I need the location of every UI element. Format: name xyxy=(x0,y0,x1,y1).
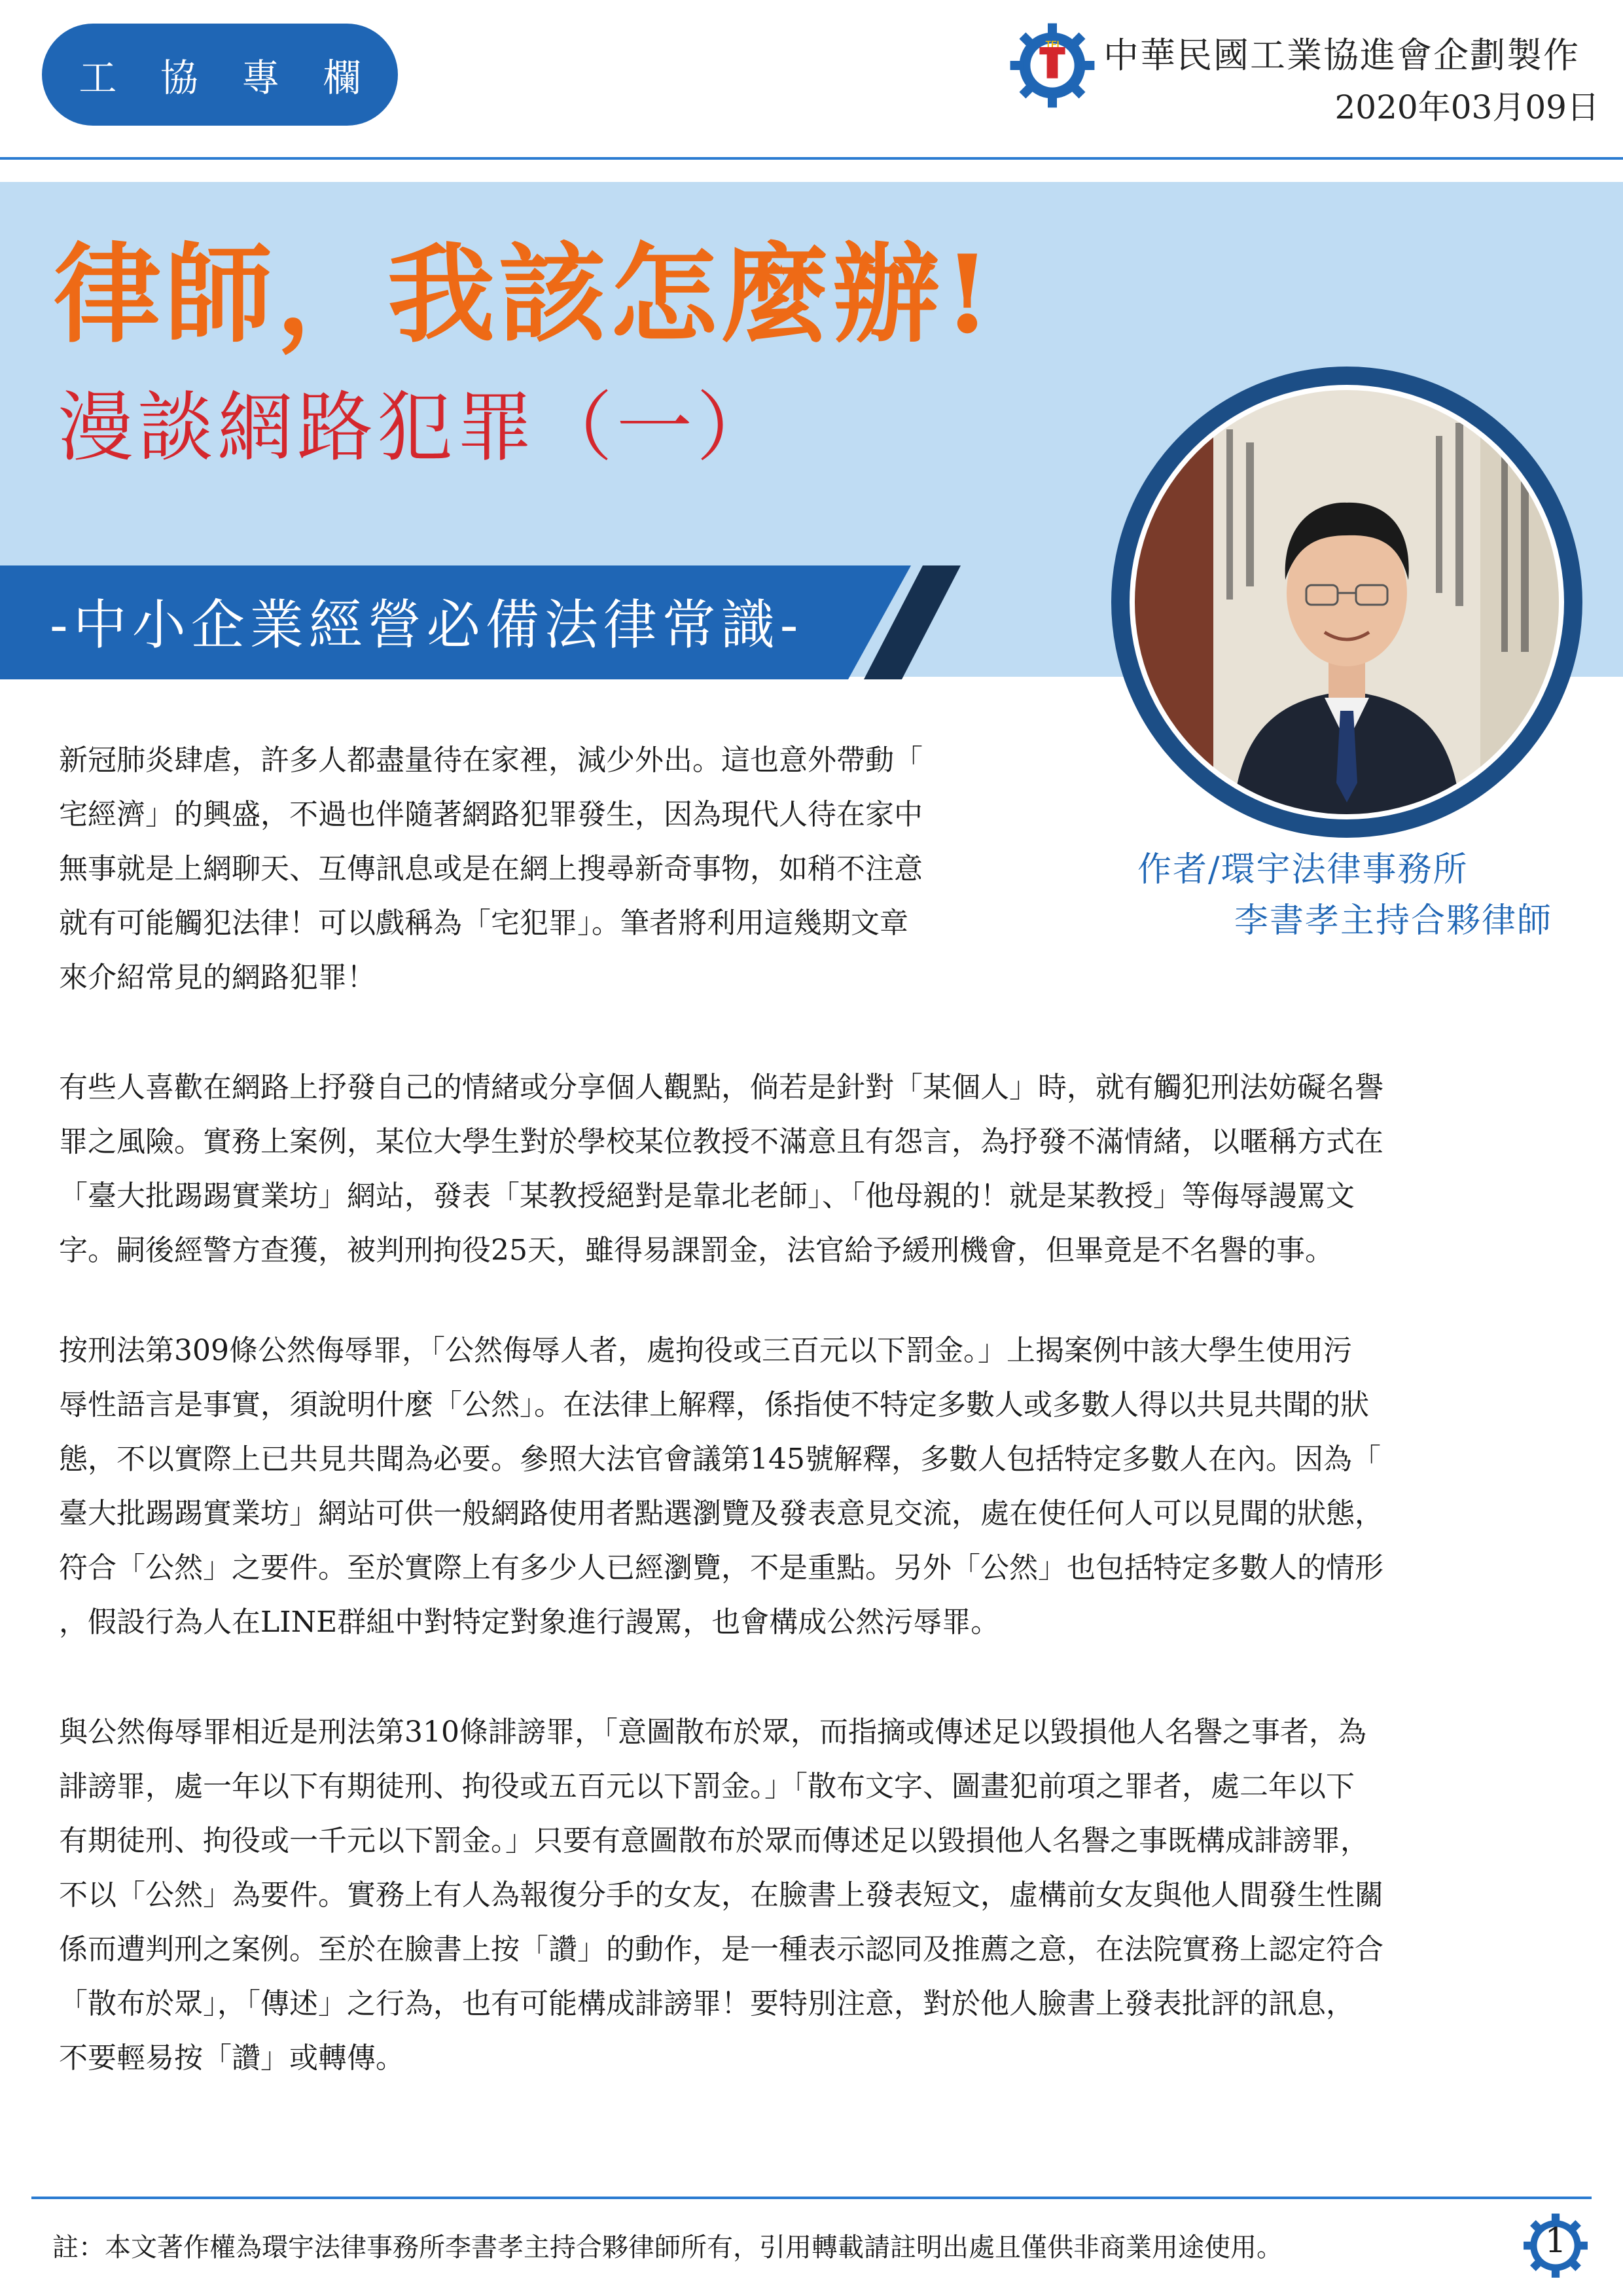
paragraph-intro xyxy=(59,733,1119,1005)
paragraph-line: 「臺大批踢踢實業坊」網站，發表「某教授絕對是靠北老師」、「他母親的！就是某教授」等侮辱謾罵文 xyxy=(59,1179,1355,1213)
org-gear-logo-icon xyxy=(1007,20,1098,111)
paragraph-line: 「散布於眾」，「傳述」之行為，也有可能構成誹謗罪！要特別注意，對於他人臉書上發表批評的訊息， xyxy=(59,1987,1355,2020)
paragraph-line: 罪之風險。實務上案例，某位大學生對於學校某位教授不滿意且有怨言，為抒發不滿情緒，以暱稱方式在 xyxy=(59,1125,1383,1158)
paragraph-line: 誹謗罪，處一年以下有期徒刑、拘役或五百元以下罰金。」「散布文字、圖畫犯前項之罪者，處二年以下 xyxy=(59,1770,1355,1803)
paragraph-line: 就有可能觸犯法律！可以戲稱為「宅犯罪」。筆者將利用這幾期文章 xyxy=(59,906,908,940)
paragraph-line: 與公然侮辱罪相近是刑法第310條誹謗罪，「意圖散布於眾，而指摘或傳述足以毀損他人名譽之事者，為 xyxy=(59,1715,1366,1749)
sub-title: 漫談網路犯罪（一） xyxy=(58,384,776,472)
page-number: 1 xyxy=(1544,2221,1567,2261)
paragraph-line: 係而遭判刑之案例。至於在臉書上按「讚」的動作，是一種表示認同及推薦之意，在法院實務上認定符合 xyxy=(59,1933,1383,1966)
paragraph-line: 不以「公然」為要件。實務上有人為報復分手的女友，在臉書上發表短文，虛構前女友與他人間發生性關 xyxy=(59,1878,1383,1912)
paragraph-line: 辱性語言是事實，須說明什麼「公然」。在法律上解釋，係指使不特定多數人或多數人得以共見共聞的狀 xyxy=(59,1388,1369,1422)
banner-text: -中小企業經營必備法律常識- xyxy=(50,594,804,656)
paragraph-line: 無事就是上網聊天、互傳訊息或是在網上搜尋新奇事物，如稍不注意 xyxy=(59,852,923,886)
paragraph-line: 按刑法第309條公然侮辱罪，「公然侮辱人者，處拘役或三百元以下罰金。」上揭案例中該大學生使用污 xyxy=(59,1334,1352,1367)
publish-date: 2020年03月09日 xyxy=(1334,88,1599,126)
paragraph-line: 符合「公然」之要件。至於實際上有多少人已經瀏覽，不是重點。另外「公然」也包括特定多數人的情形 xyxy=(59,1551,1383,1585)
header-divider xyxy=(0,157,1623,160)
column-tag: 工 協 專 欄 xyxy=(42,24,398,126)
footer-divider xyxy=(31,2197,1592,2199)
paragraph-line: ，假設行為人在LINE群組中對特定對象進行謾罵，也會構成公然污辱罪。 xyxy=(59,1605,1000,1639)
author-photo xyxy=(1135,390,1559,814)
logo-text: TFI xyxy=(1045,39,1060,49)
author-portrait-frame xyxy=(1111,367,1582,838)
paragraph-line: 臺大批踢踢實業坊」網站可供一般網路使用者點選瀏覽及發表意見交流，處在使任何人可以見聞的狀態， xyxy=(59,1497,1383,1530)
paragraph-case xyxy=(59,1060,1571,1278)
org-name: 中華民國工業協進會企劃製作 xyxy=(1103,35,1580,76)
copyright-note: 註：本文著作權為環宇法律事務所李書孝主持合夥律師所有，引用轉載請註明出處且僅供非商業用途使用。 xyxy=(52,2233,1283,2263)
paragraph-line: 字。嗣後經警方查獲，被判刑拘役25天，雖得易課罰金，法官給予緩刑機會，但畢竟是不名譽的事。 xyxy=(59,1234,1334,1267)
paragraph-article-309 xyxy=(59,1323,1571,1649)
author-line1: 作者/環宇法律事務所 xyxy=(1137,850,1469,889)
paragraph-line: 不要輕易按「讚」或轉傳。 xyxy=(59,2041,404,2075)
main-title: 律師，我該怎麼辦! xyxy=(54,231,995,357)
paragraph-line: 態，不以實際上已共見共聞為必要。參照大法官會議第145號解釋，多數人包括特定多數人在內。因為「 xyxy=(59,1443,1381,1476)
paragraph-line: 有期徒刑、拘役或一千元以下罰金。」只要有意圖散布於眾而傳述足以毀損他人名譽之事既構成誹謗罪， xyxy=(59,1824,1369,1857)
paragraph-line: 宅經濟」的興盛，不過也伴隨著網路犯罪發生，因為現代人待在家中 xyxy=(59,798,923,831)
paragraph-line: 有些人喜歡在網路上抒發自己的情緒或分享個人觀點，倘若是針對「某個人」時，就有觸犯刑法妨礙名譽 xyxy=(59,1071,1383,1104)
paragraph-line: 來介紹常見的網路犯罪！ xyxy=(59,961,376,994)
paragraph-article-310 xyxy=(59,1705,1571,2085)
paragraph-line: 新冠肺炎肆虐，許多人都盡量待在家裡，減少外出。這也意外帶動「 xyxy=(59,744,923,777)
author-line2: 李書孝主持合夥律師 xyxy=(1234,901,1553,941)
